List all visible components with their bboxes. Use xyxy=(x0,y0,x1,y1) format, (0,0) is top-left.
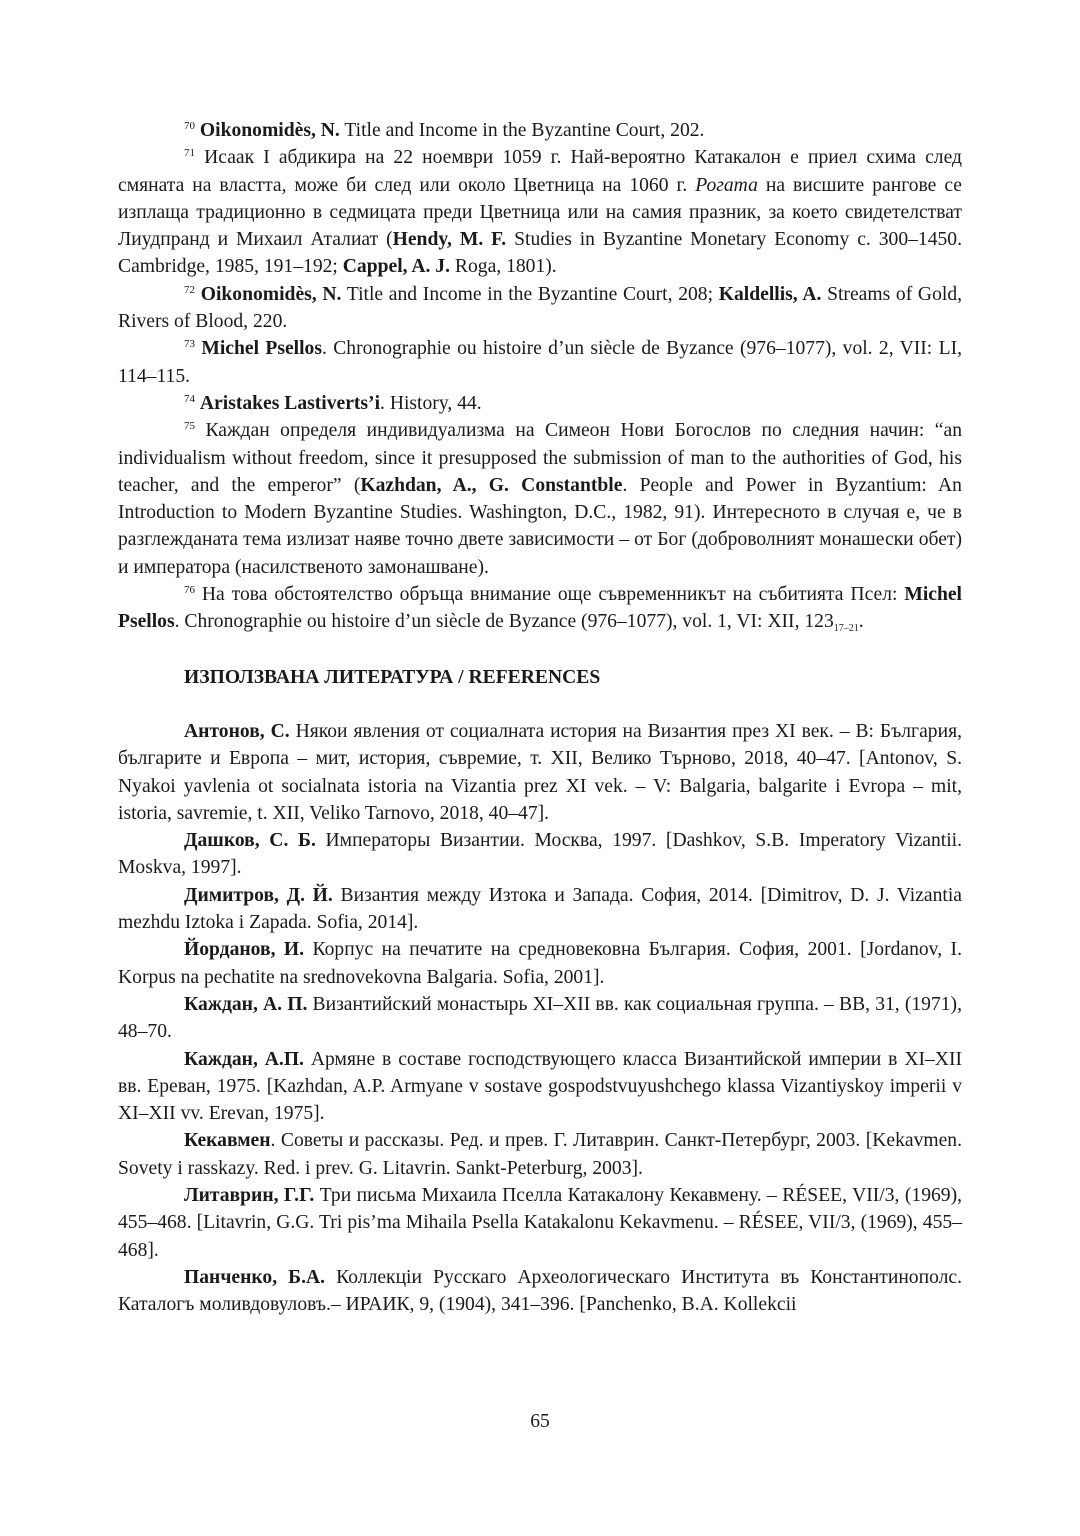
footnote xyxy=(118,281,962,336)
text-run: Три письма Михаила Пселла Катакалону Кекавмену. – RÉSEE, VII/3, (1969), 455–468. [Litavrin, G.G. Tri pis’ma Mihaila Psella Katakalonu Kekavmenu. – RÉSEE, VII/3, (1969), 455–468]. xyxy=(118,1184,963,1261)
text-run: Някои явления от социалната история на Византия през XI век. – В: България, българите и Европа – мит, история, съвремие, т. XII, Велико Търново, 2018, 40–47. [Antonov, S. Nyakoi yavlenia ot socialnata istoria na Vizantia prez XI vek. – V: Balgaria, balgarite i Evropa – mit, istoria, savremie, t. XII, Veliko Tarnovo, 2018, 40–47]. xyxy=(118,720,962,824)
reference-entry xyxy=(118,1127,962,1182)
text-run: Title and Income in the Byzantine Court, 202. xyxy=(339,120,705,141)
footnote xyxy=(118,144,962,280)
text-run: . Chronographie ou histoire d’un siècle de Byzance (976–1077), vol. 2, VII: LI, 114–115. xyxy=(118,338,962,387)
bold-author: Cappel, A. J. xyxy=(342,256,451,278)
text-run: Армяне в составе господствующего класса Византийской империи в XI–XII вв. Ереван, 1975. [Kazhdan, A.P. Armyane v sostave gospodstvuyushchego klassa Vizantiyskoy imperii v XI–XII vv. Erevan, 1975]. xyxy=(118,1048,963,1125)
text-run: На това обстоятелство обръща внимание още съвременникът на събитията Псел: xyxy=(195,584,905,606)
text-run: на висшите рангове се изплаща традиционно в седмицата преди Цветница или на самия празник, за което свидетелстват Лиудпранд и Михаил Аталиат ( xyxy=(118,174,962,251)
text-run: Византия между Изтока и Запада. София, 2014. [Dimitrov, D. J. Vizantia mezhdu Iztoka i Zapada. Sofia, 2014]. xyxy=(118,884,962,934)
text-run: Каждан определя индивидуализма на Симеон Нови Богослов по следния начин: “an individualism without freedom, since it presupposed the submission of man to the authorities of God, his teacher, and the emperor” ( xyxy=(118,420,962,496)
bold-author: Литаврин, Г.Г. xyxy=(184,1184,315,1206)
bold-author: Антонов, С. xyxy=(184,720,290,742)
footnote xyxy=(118,335,962,390)
bold-author: Aristakes Lastiverts’i xyxy=(199,392,381,414)
text-run: Studies in Byzantine Monetary Economy c. 300–1450. Cambridge, 1985, 191–192; xyxy=(118,229,962,278)
bold-author: Michel Psellos xyxy=(201,338,322,360)
footnote-number: 74 xyxy=(184,392,195,405)
bold-author: Кекавмен xyxy=(184,1130,271,1152)
bold-author: Michel Psellos xyxy=(118,584,962,633)
footnote-number: 71 xyxy=(184,147,195,160)
footnote-number: 73 xyxy=(184,338,195,351)
reference-entry xyxy=(118,991,962,1046)
footnotes-section xyxy=(118,117,962,636)
footnote xyxy=(118,117,962,144)
reference-entry xyxy=(118,936,962,991)
bold-author: Kaldellis, A. xyxy=(718,283,822,305)
text-run: Корпус на печатите на средновековна България. София, 2001. [Jordanov, I. Korpus na pechatite na srednovekovna Balgaria. Sofia, 2001]. xyxy=(118,939,962,988)
bold-author: Каждан, А. П. xyxy=(184,993,308,1015)
footnote-number: 75 xyxy=(184,420,195,433)
text-run: Streams of Gold, Rivers of Blood, 220. xyxy=(118,283,963,333)
text-run: . History, 44. xyxy=(380,392,482,414)
text-run: Коллекціи Русскаго Археологическаго Института въ Константинополс. Каталогъ моливдовуловъ.– ИРАИК, 9, (1904), 341–396. [Panchenko, B.A. Kollekcii xyxy=(118,1266,962,1316)
text-run: Исаак I абдикира на 22 ноември 1059 г. Най-вероятно Катакалон е приел схима след смяната на властта, може би след или около Цветница на 1060 г. xyxy=(118,147,962,196)
bold-author: Hendy, M. F. xyxy=(392,229,507,251)
reference-entry xyxy=(118,1182,962,1264)
bold-author: Каждан, А.П. xyxy=(184,1048,304,1070)
bold-author: Дашков, С. Б. xyxy=(184,830,316,852)
subscript: 17–21 xyxy=(833,623,859,635)
reference-entry xyxy=(118,827,962,882)
footnote xyxy=(118,417,962,581)
footnote-number: 76 xyxy=(184,584,195,597)
bold-author: Kazhdan, A., G. Constantble xyxy=(360,474,623,496)
text-run: Title and Income in the Byzantine Court, 208; xyxy=(341,283,719,305)
text-run: . xyxy=(858,611,864,633)
text-run: . Советы и рассказы. Ред. и прев. Г. Литаврин. Санкт-Петербург, 2003. [Kekavmen. Sovety i rasskazy. Red. i prev. G. Litavrin. Sankt-Peterburg, 2003]. xyxy=(118,1130,962,1179)
text-run: . Chronographie ou histoire d’un siècle de Byzance (976–1077), vol. 1, VI: XII, 123 xyxy=(174,611,834,633)
bold-author: Димитров, Д. Й. xyxy=(184,884,333,906)
italic-term: Рогата xyxy=(695,174,758,196)
text-run: Roga, 1801). xyxy=(450,256,557,278)
text-run: . People and Power in Byzantium: An Introduction to Modern Byzantine Studies. Washington, D.C., 1982, 91). Интересното в случая е, че в разглежданата тема излизат наяве точно двете зависимости – от Бог (доброволният монашески обет) и императора (насилственото замонашване). xyxy=(118,474,962,578)
bold-author: Oikonomidès, N. xyxy=(200,283,342,305)
footnote xyxy=(118,390,962,417)
bold-author: Панченко, Б.А. xyxy=(184,1266,326,1288)
references-list xyxy=(118,718,962,1319)
footnote-number: 72 xyxy=(184,283,195,296)
page-number: 65 xyxy=(530,1411,550,1432)
reference-entry xyxy=(118,882,962,937)
footnote-number: 70 xyxy=(184,120,195,132)
reference-entry xyxy=(118,1046,962,1128)
references-heading: ИЗПОЛЗВАНА ЛИТЕРАТУРА / REFERENCES xyxy=(184,666,601,688)
text-run: Императоры Византии. Москва, 1997. [Dashkov, S.B. Imperatory Vizantii. Moskva, 1997]. xyxy=(118,830,962,879)
bold-author: Йорданов, И. xyxy=(184,939,305,961)
text-run: Византийский монастырь XI–XII вв. как социальная группа. – ВВ, 31, (1971), 48–70. xyxy=(118,993,962,1043)
footnote xyxy=(118,581,962,636)
reference-entry xyxy=(118,1264,962,1319)
bold-author: Oikonomidès, N. xyxy=(199,120,340,141)
reference-entry xyxy=(118,718,962,827)
